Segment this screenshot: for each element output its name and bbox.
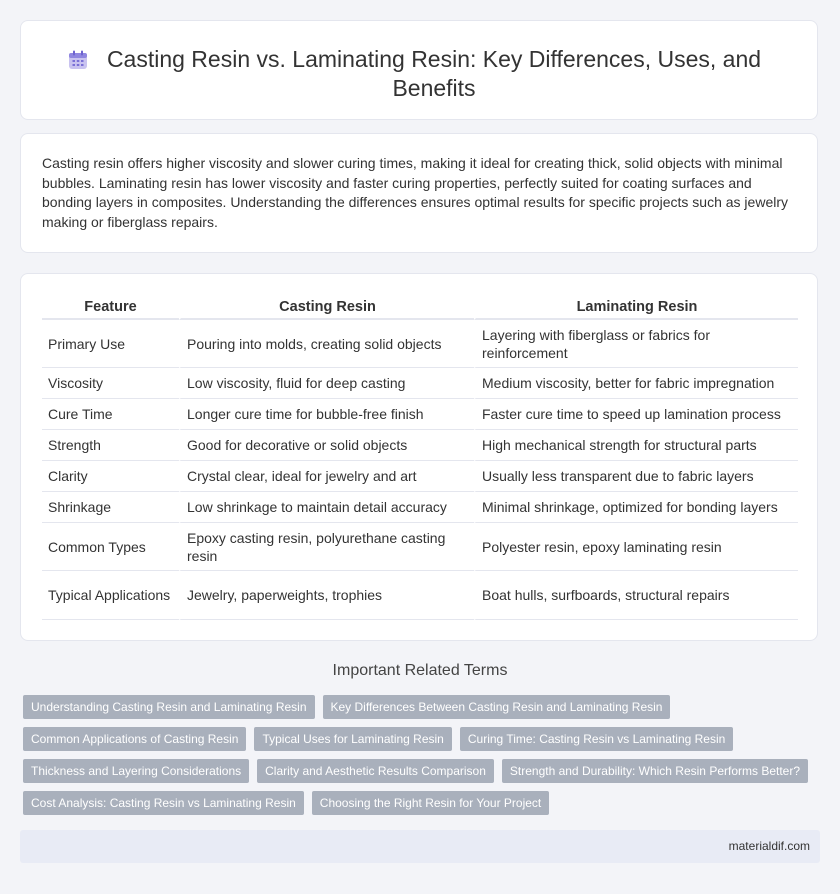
related-term-chip[interactable]: Strength and Durability: Which Resin Performs Better?: [502, 759, 808, 783]
table-row: [42, 461, 798, 492]
related-term-chip[interactable]: Curing Time: Casting Resin vs Laminating Resin: [460, 727, 733, 751]
feature-cell: Clarity: [42, 461, 179, 492]
casting-cell: Longer cure time for bubble-free finish: [179, 399, 474, 430]
related-term-chip[interactable]: Key Differences Between Casting Resin and Laminating Resin: [323, 695, 671, 719]
related-term-chip[interactable]: Understanding Casting Resin and Laminating Resin: [23, 695, 315, 719]
related-term-chip[interactable]: Thickness and Layering Considerations: [23, 759, 249, 783]
laminating-cell: High mechanical strength for structural parts: [474, 430, 798, 461]
footer: [20, 830, 820, 863]
table-row: [42, 492, 798, 523]
table-row: [42, 571, 798, 620]
laminating-cell: Boat hulls, surfboards, structural repairs: [474, 571, 798, 620]
laminating-cell: Medium viscosity, better for fabric impregnation: [474, 368, 798, 399]
laminating-cell: Minimal shrinkage, optimized for bonding layers: [474, 492, 798, 523]
feature-cell: Cure Time: [42, 399, 179, 430]
related-term-chip[interactable]: Typical Uses for Laminating Resin: [254, 727, 451, 751]
feature-cell: Primary Use: [42, 320, 179, 368]
casting-cell: Crystal clear, ideal for jewelry and art: [179, 461, 474, 492]
intro-paragraph: Casting resin offers higher viscosity and slower curing times, making it ideal for creating thick, solid objects with minimal bubbles. Laminating resin has lower viscosity and faster curing properties, perfectly suited for coating surfaces and bonding layers in composites. Understanding the differences ensures optimal results for specific projects such as jewelry making or fiberglass repairs.: [42, 155, 788, 230]
casting-cell: Pouring into molds, creating solid objects: [179, 320, 474, 368]
laminating-cell: Usually less transparent due to fabric layers: [474, 461, 798, 492]
casting-cell: Good for decorative or solid objects: [179, 430, 474, 461]
header-feature: Feature: [42, 296, 179, 320]
laminating-cell: Layering with fiberglass or fabrics for reinforcement: [474, 320, 798, 368]
casting-cell: Jewelry, paperweights, trophies: [179, 571, 474, 620]
footer-site-link[interactable]: materialdif.com: [728, 839, 810, 853]
related-term-chip[interactable]: Common Applications of Casting Resin: [23, 727, 246, 751]
feature-cell: Shrinkage: [42, 492, 179, 523]
table-row: [42, 523, 798, 571]
related-terms-list: [23, 695, 813, 823]
feature-cell: Common Types: [42, 523, 179, 571]
table-row: [42, 399, 798, 430]
comparison-table: [42, 296, 798, 620]
feature-cell: Typical Applications: [42, 571, 179, 620]
page-title: Casting Resin vs. Laminating Resin: Key Differences, Uses, and Benefits: [106, 46, 762, 101]
comparison-table-card: [20, 273, 818, 641]
related-term-chip[interactable]: Choosing the Right Resin for Your Project: [312, 791, 549, 815]
title-card: [20, 20, 818, 120]
table-row: [42, 320, 798, 368]
table-row: [42, 368, 798, 399]
related-terms-title: Important Related Terms: [332, 662, 508, 679]
table-header-row: [42, 296, 798, 320]
casting-cell: Low viscosity, fluid for deep casting: [179, 368, 474, 399]
header-laminating-resin: Laminating Resin: [474, 296, 798, 320]
feature-cell: Viscosity: [42, 368, 179, 399]
table-row: [42, 430, 798, 461]
casting-cell: Low shrinkage to maintain detail accuracy: [179, 492, 474, 523]
intro-card: [20, 133, 818, 253]
header-casting-resin: Casting Resin: [179, 296, 474, 320]
laminating-cell: Polyester resin, epoxy laminating resin: [474, 523, 798, 571]
casting-cell: Epoxy casting resin, polyurethane casting resin: [179, 523, 474, 571]
feature-cell: Strength: [42, 430, 179, 461]
related-term-chip[interactable]: Clarity and Aesthetic Results Comparison: [257, 759, 494, 783]
laminating-cell: Faster cure time to speed up lamination process: [474, 399, 798, 430]
related-term-chip[interactable]: Cost Analysis: Casting Resin vs Laminating Resin: [23, 791, 304, 815]
